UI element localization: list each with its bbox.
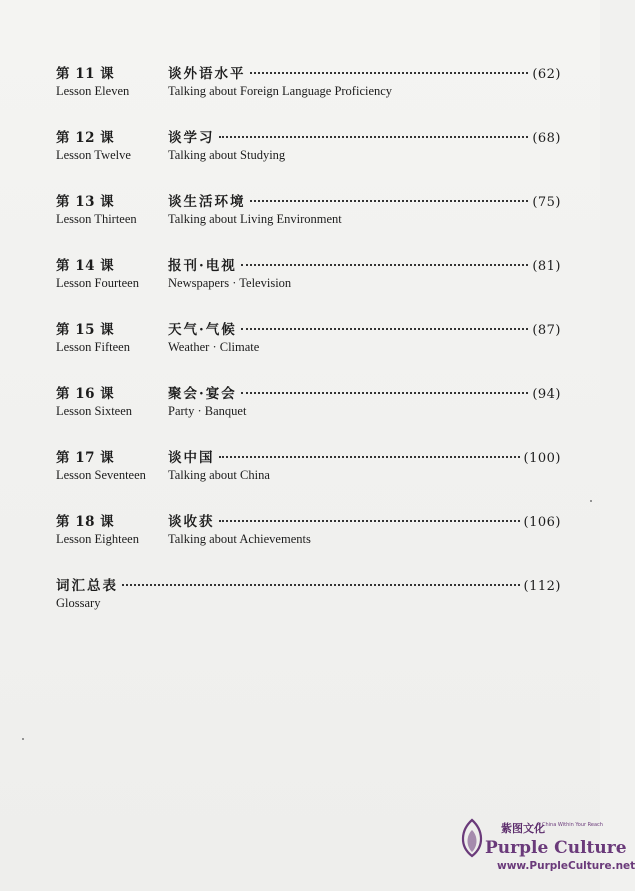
lesson-number-cn: 第 18 课 bbox=[56, 514, 115, 530]
scan-speck bbox=[590, 500, 592, 502]
lesson-title-cn: 报刊·电视 bbox=[168, 258, 237, 274]
lesson-number-en: Lesson Sixteen bbox=[56, 404, 133, 418]
dot-leader bbox=[250, 199, 529, 202]
dot-leader bbox=[250, 71, 529, 74]
lesson-title-cn: 谈外语水平 bbox=[168, 66, 246, 82]
dot-leader bbox=[241, 391, 529, 394]
lesson-title-en: Talking about Studying bbox=[168, 148, 286, 162]
toc-entry-lesson-15[interactable] bbox=[56, 318, 561, 355]
lesson-title-en: Newspapers · Television bbox=[168, 276, 292, 290]
scan-speck bbox=[22, 738, 24, 740]
lesson-number-en: Lesson Fifteen bbox=[56, 340, 130, 354]
lesson-title-cn: 天气·气候 bbox=[168, 322, 237, 338]
page-number: (81) bbox=[532, 259, 561, 274]
purple-culture-watermark bbox=[455, 808, 635, 883]
lesson-title-cn: 谈生活环境 bbox=[168, 194, 246, 210]
lesson-title-en: Talking about China bbox=[168, 468, 270, 482]
lesson-number-en: Lesson Thirteen bbox=[56, 212, 137, 226]
lesson-number-en: Lesson Eleven bbox=[56, 84, 130, 98]
lesson-number-en: Lesson Fourteen bbox=[56, 276, 139, 290]
lesson-number-en: Lesson Seventeen bbox=[56, 468, 146, 482]
page-number: (87) bbox=[532, 323, 561, 338]
lesson-title-cn: 谈学习 bbox=[168, 130, 215, 146]
lesson-number-cn: 第 12 课 bbox=[56, 130, 115, 146]
toc-entry-lesson-11[interactable] bbox=[56, 62, 561, 99]
page-number: (68) bbox=[532, 131, 561, 146]
page-number: (94) bbox=[532, 387, 561, 402]
lesson-title-cn: 聚会·宴会 bbox=[168, 386, 237, 402]
lesson-title-en: Weather · Climate bbox=[168, 340, 260, 354]
dot-leader bbox=[241, 263, 529, 266]
lotus-logo-icon bbox=[455, 816, 489, 860]
lesson-number-cn: 第 11 课 bbox=[56, 66, 115, 82]
toc-entry-lesson-18[interactable] bbox=[56, 510, 561, 547]
lesson-number-cn: 第 15 课 bbox=[56, 322, 115, 338]
lesson-title-cn: 谈中国 bbox=[168, 450, 215, 466]
toc-entry-glossary[interactable] bbox=[56, 574, 561, 611]
toc-entry-lesson-13[interactable] bbox=[56, 190, 561, 227]
dot-leader bbox=[241, 327, 529, 330]
brand-tagline: A China Within Your Reach bbox=[537, 822, 603, 828]
toc-entry-lesson-16[interactable] bbox=[56, 382, 561, 419]
page-number: (106) bbox=[523, 515, 561, 530]
lesson-number-cn: 第 17 课 bbox=[56, 450, 115, 466]
lesson-title-en: Talking about Foreign Language Proficiency bbox=[168, 84, 393, 98]
lesson-number-en: Lesson Eighteen bbox=[56, 532, 139, 546]
brand-name-cn: 紫图文化 bbox=[501, 822, 545, 835]
glossary-title-en: Glossary bbox=[56, 596, 101, 610]
lesson-number-cn: 第 14 课 bbox=[56, 258, 115, 274]
lesson-number-cn: 第 16 课 bbox=[56, 386, 115, 402]
lesson-title-en: Talking about Achievements bbox=[168, 532, 311, 546]
page-number: (100) bbox=[523, 451, 561, 466]
page-number: (112) bbox=[523, 579, 561, 594]
lesson-number-cn: 第 13 课 bbox=[56, 194, 115, 210]
brand-url: www.PurpleCulture.net bbox=[497, 860, 635, 872]
glossary-title-cn: 词汇总表 bbox=[56, 578, 118, 594]
lesson-title-en: Party · Banquet bbox=[168, 404, 247, 418]
page-number: (75) bbox=[532, 195, 561, 210]
toc-entry-lesson-14[interactable] bbox=[56, 254, 561, 291]
lesson-title-en: Talking about Living Environment bbox=[168, 212, 342, 226]
lesson-number-en: Lesson Twelve bbox=[56, 148, 131, 162]
brand-name-en: Purple Culture bbox=[485, 838, 627, 858]
dot-leader bbox=[219, 455, 520, 458]
page-number: (62) bbox=[532, 67, 561, 82]
lesson-title-cn: 谈收获 bbox=[168, 514, 215, 530]
toc-entry-lesson-17[interactable] bbox=[56, 446, 561, 483]
dot-leader bbox=[219, 135, 529, 138]
dot-leader bbox=[219, 519, 520, 522]
dot-leader bbox=[122, 583, 520, 586]
toc-entry-lesson-12[interactable] bbox=[56, 126, 561, 163]
